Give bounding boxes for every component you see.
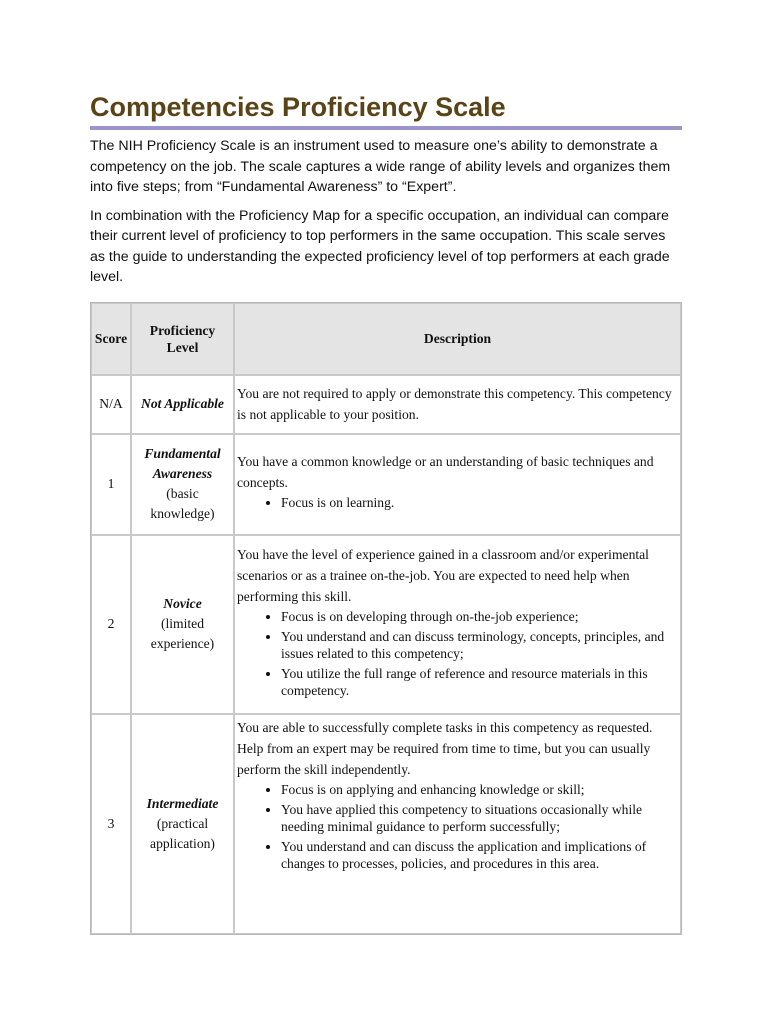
- level-name: Fundamental Awareness: [144, 446, 221, 481]
- proficiency-table: [90, 302, 682, 935]
- bullet-list: [237, 609, 676, 700]
- row-description: [234, 535, 681, 714]
- bullet-list: [237, 495, 676, 512]
- row-level: [131, 535, 234, 714]
- row-score: 1: [91, 434, 131, 535]
- page-title: Competencies Proficiency Scale: [90, 92, 506, 122]
- bullet-item: • You understand and can discuss the application and implications of changes to processes, policies, and procedures in this area.: [281, 839, 676, 872]
- header-description: Description: [234, 303, 681, 375]
- bullet-item: • Focus is on applying and enhancing knowledge or skill;: [281, 782, 676, 799]
- bullet-item: • You have applied this competency to situations occasionally while needing minimal guidance to perform successfully;: [281, 802, 676, 835]
- description-text: You have the level of experience gained in a classroom and/or experimental scenarios or as a trainee on-the-job. You are expected to need help when performing this skill.: [237, 546, 649, 604]
- row-score: 3: [91, 714, 131, 934]
- row-score: N/A: [91, 375, 131, 434]
- row-description: [234, 434, 681, 535]
- bullet-item: • You utilize the full range of reference and resource materials in this competency.: [281, 666, 676, 699]
- header-level: Proficiency Level: [131, 303, 234, 375]
- table-header-row: [91, 303, 681, 375]
- level-subtitle: (basic knowledge): [150, 486, 215, 521]
- title-underline: [90, 126, 682, 130]
- intro-paragraph-2: In combination with the Proficiency Map for a specific occupation, an individual can compare their current level of proficiency to top performers in the same occupation. This scale serves as the guide to understanding the expected proficiency level of top performers at each grade level.: [90, 207, 670, 285]
- row-level: [131, 375, 234, 434]
- header-score: Score: [91, 303, 131, 375]
- level-subtitle: (practical application): [150, 815, 215, 851]
- document-page: [90, 88, 682, 935]
- level-name: Not Applicable: [141, 396, 224, 411]
- description-text: You are able to successfully complete tasks in this competency as requested. Help from an expert may be required from time to time, but you can usually perform the skill independently.: [237, 719, 653, 777]
- level-subtitle: (limited experience): [150, 616, 215, 651]
- description-text: You have a common knowledge or an understanding of basic techniques and concepts.: [237, 454, 654, 491]
- table-row: [91, 535, 681, 714]
- table-row: [91, 434, 681, 535]
- description-text: You are not required to apply or demonstrate this competency. This competency is not applicable to your position.: [237, 385, 672, 422]
- row-score: 2: [91, 535, 131, 714]
- row-level: [131, 714, 234, 934]
- bullet-item: • Focus is on developing through on-the-job experience;: [281, 609, 676, 626]
- bullet-list: [237, 782, 676, 873]
- row-description: [234, 714, 681, 934]
- level-name: Intermediate: [146, 795, 219, 811]
- bullet-item: • Focus is on learning.: [281, 495, 676, 512]
- table-row: [91, 375, 681, 434]
- intro-paragraph-1: The NIH Proficiency Scale is an instrument used to measure one’s ability to demonstrate a competency on the job. The scale captures a wide range of ability levels and organizes them into five steps; from “Fundamental Awareness” to “Expert”.: [90, 138, 671, 195]
- table-row: [91, 714, 681, 934]
- level-name: Novice: [163, 596, 202, 611]
- row-level: [131, 434, 234, 535]
- bullet-item: • You understand and can discuss terminology, concepts, principles, and issues related to this competency;: [281, 629, 676, 662]
- row-description: [234, 375, 681, 434]
